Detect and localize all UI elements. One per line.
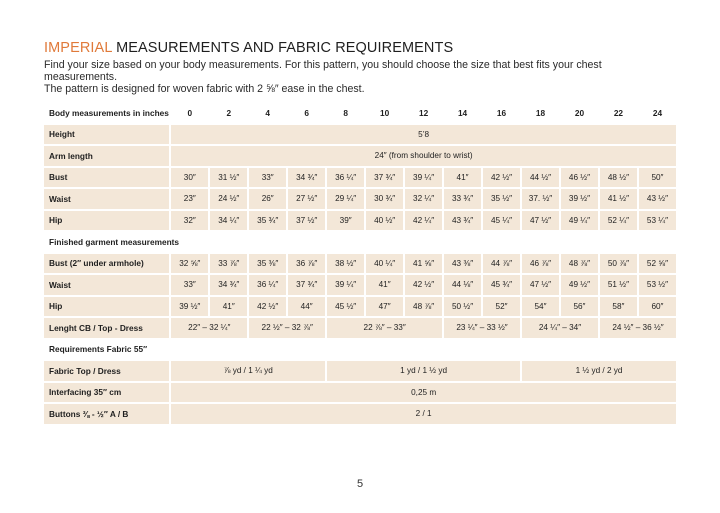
table-cell: 51 ½″: [600, 275, 637, 295]
table-cell: 41″: [444, 168, 481, 188]
table-cell: 45 ½″: [327, 297, 364, 317]
size-header-cell: 14: [457, 107, 468, 118]
table-cell: 33″: [249, 168, 286, 188]
table-cell: 42 ½″: [483, 168, 520, 188]
table-cell: ⅞ yd / 1 ¼ yd: [171, 361, 325, 381]
size-header-cell: 18: [535, 107, 546, 118]
table-cell: 49 ¼″: [561, 211, 598, 231]
table-cell: 56″: [561, 297, 598, 317]
table-row: [44, 168, 676, 188]
table-cell: 33 ¾″: [444, 189, 481, 209]
table-cell: 24 ¼″ – 34″: [522, 318, 598, 338]
table-cell: 30″: [171, 168, 208, 188]
table-cell: 35 ¾″: [249, 211, 286, 231]
title-accent: IMPERIAL: [44, 40, 112, 56]
table-cell: 35 ½″: [483, 189, 520, 209]
table-cell: 32 ¼″: [405, 189, 442, 209]
row-label: Arm length: [44, 146, 169, 166]
table-cell: 37 ¾″: [288, 275, 325, 295]
size-header-cell: 2: [226, 107, 232, 118]
table-cell: 36 ¼″: [327, 168, 364, 188]
table-cell: 46 ⅞″: [522, 254, 559, 274]
row-label: Interfacing 35″ cm: [44, 383, 169, 403]
intro-text: [44, 59, 676, 95]
size-header-cell: 4: [265, 107, 271, 118]
table-cell: 49 ½″: [561, 275, 598, 295]
table-cell: 48 ⅞″: [405, 297, 442, 317]
table-cell: 0,25 m: [171, 383, 676, 403]
table-cell: 40 ½″: [366, 211, 403, 231]
table-cell: 24 ½″: [210, 189, 247, 209]
table-cell: 26″: [249, 189, 286, 209]
table-row: [44, 211, 676, 231]
table-cell: 45 ¾″: [483, 275, 520, 295]
table-cell: 22 ½″ – 32 ⅞″: [249, 318, 325, 338]
table-cell: 42 ½″: [249, 297, 286, 317]
table-cell: 52 ¼″: [600, 211, 637, 231]
table-cell: 48 ⅞″: [561, 254, 598, 274]
row-label: Height: [44, 125, 169, 145]
table-cell: 33 ⅞″: [210, 254, 247, 274]
table-cell: 47 ½″: [522, 275, 559, 295]
size-header-cell: 10: [380, 107, 390, 118]
table-cell: 30 ¾″: [366, 189, 403, 209]
table-cell: 23″: [171, 189, 208, 209]
size-header-cell: 12: [418, 107, 429, 118]
table-cell: 37 ½″: [288, 211, 325, 231]
table-cell: 53 ½″: [639, 275, 676, 295]
table-cell: 24″ (from shoulder to wrist): [171, 146, 676, 166]
table-cell: 38 ½″: [327, 254, 364, 274]
table-cell: 43 ½″: [639, 189, 676, 209]
row-label: Waist: [44, 275, 169, 295]
table-cell: 44 ½″: [522, 168, 559, 188]
table-cell: 39″: [327, 211, 364, 231]
size-header-cell: 22: [613, 107, 624, 118]
table-cell: 32″: [171, 211, 208, 231]
section-label: Requirements Fabric 55″: [49, 344, 148, 355]
table-cell: 44 ⅛″: [444, 275, 481, 295]
table-cell: 39 ½″: [171, 297, 208, 317]
table-cell: 34 ¾″: [288, 168, 325, 188]
table-cell: 39 ¼″: [405, 168, 442, 188]
row-label: Bust (2″ under armhole): [44, 254, 169, 274]
row-label: Hip: [44, 297, 169, 317]
header-label: Body measurements in inches: [49, 107, 169, 118]
table-cell: 24 ½″ – 36 ½″: [600, 318, 676, 338]
table-cell: 22″ – 32 ¼″: [171, 318, 247, 338]
table-cell: 53 ¼″: [639, 211, 676, 231]
table-cell: 33″: [171, 275, 208, 295]
table-cell: 47″: [366, 297, 403, 317]
table-cell: 39 ½″: [561, 189, 598, 209]
table-cell: 54″: [522, 297, 559, 317]
table-cell: 58″: [600, 297, 637, 317]
table-row: [44, 125, 676, 145]
table-row: [44, 189, 676, 209]
page-number: 5: [356, 478, 364, 490]
table-cell: 36 ⅞″: [288, 254, 325, 274]
table-cell: 23 ¼″ – 33 ½″: [444, 318, 520, 338]
table-cell: 5’8: [171, 125, 676, 145]
table-cell: 46 ½″: [561, 168, 598, 188]
table-cell: 45 ¼″: [483, 211, 520, 231]
table-cell: 50″: [639, 168, 676, 188]
table-cell: 60″: [639, 297, 676, 317]
row-label: Buttons ⅜ - ½″ A / B: [44, 404, 169, 424]
page-content: [44, 40, 676, 426]
table-row: [44, 383, 676, 403]
table-cell: 32 ⅝″: [171, 254, 208, 274]
size-header-cell: 6: [304, 107, 309, 118]
section-spacer: [171, 232, 676, 252]
row-label: Waist: [44, 189, 169, 209]
table-cell: 35 ⅜″: [249, 254, 286, 274]
table-row: [44, 254, 676, 274]
table-cell: 40 ¼″: [366, 254, 403, 274]
table-cell: 41″: [210, 297, 247, 317]
table-cell: 42 ½″: [405, 275, 442, 295]
table-cell: 43 ¾″: [444, 211, 481, 231]
table-row: [44, 361, 676, 381]
table-cell: 43 ⅜″: [444, 254, 481, 274]
size-header-cell: 20: [574, 107, 585, 118]
table-cell: 31 ½″: [210, 168, 247, 188]
table-cell: 41 ½″: [600, 189, 637, 209]
table-row: [44, 297, 676, 317]
table-row: [44, 404, 676, 424]
page-title: [44, 40, 676, 57]
row-label: Fabric Top / Dress: [44, 361, 169, 381]
table-cell: 44 ⅞″: [483, 254, 520, 274]
table-cell: 1 ½ yd / 2 yd: [522, 361, 676, 381]
table-cell: 37 ¾″: [366, 168, 403, 188]
table-row: [44, 275, 676, 295]
size-header-cell: 8: [343, 107, 348, 118]
measurements-table: [42, 101, 678, 426]
table-cell: 39 ¼″: [327, 275, 364, 295]
table-cell: 36 ¼″: [249, 275, 286, 295]
table-cell: 47 ½″: [522, 211, 559, 231]
table-cell: 29 ¼″: [327, 189, 364, 209]
section-spacer: [171, 340, 676, 360]
table-cell: 50 ⅞″: [600, 254, 637, 274]
table-cell: 41″: [366, 275, 403, 295]
table-cell: 34 ¼″: [210, 211, 247, 231]
section-label: Finished garment measurements: [49, 236, 180, 247]
size-header-cell: 24: [652, 107, 663, 118]
intro-line-1: Find your size based on your body measurements. For this pattern, you should choose the size that best fits your chest measurements.: [44, 59, 602, 83]
section-header-row: [44, 340, 676, 360]
size-header-cell: 16: [496, 107, 507, 118]
section-header-row: [44, 232, 676, 252]
table-cell: 41 ⅝″: [405, 254, 442, 274]
row-label: Bust: [44, 168, 169, 188]
size-header-row: [44, 103, 676, 123]
table-cell: 44″: [288, 297, 325, 317]
table-cell: 37. ½″: [522, 189, 559, 209]
table-row: [44, 146, 676, 166]
intro-line-2: The pattern is designed for woven fabric with 2 ⅝″ ease in the chest.: [44, 83, 365, 95]
table-cell: 27 ½″: [288, 189, 325, 209]
table-cell: 2 / 1: [171, 404, 676, 424]
table-cell: 50 ½″: [444, 297, 481, 317]
table-row: [44, 318, 676, 338]
table-cell: 48 ½″: [600, 168, 637, 188]
row-label: Hip: [44, 211, 169, 231]
table-cell: 52 ⅝″: [639, 254, 676, 274]
table-cell: 52″: [483, 297, 520, 317]
table-cell: 42 ¼″: [405, 211, 442, 231]
table-cell: 22 ⅞″ – 33″: [327, 318, 442, 338]
row-label: Lenght CB / Top - Dress: [44, 318, 169, 338]
table-cell: 1 yd / 1 ½ yd: [327, 361, 520, 381]
size-header-cell: 0: [187, 107, 193, 118]
title-rest: MEASUREMENTS AND FABRIC REQUIREMENTS: [111, 40, 454, 56]
table-cell: 34 ¾″: [210, 275, 247, 295]
